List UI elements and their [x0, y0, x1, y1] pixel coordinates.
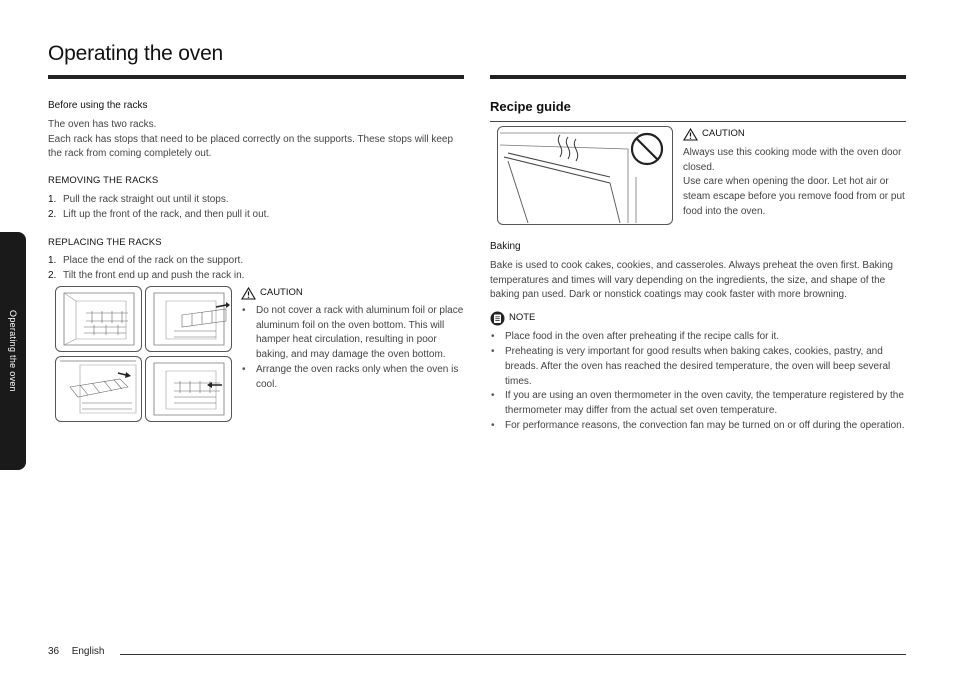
- step-text: Place the end of the rack on the support.: [63, 255, 244, 267]
- rack-illustration-4: [145, 356, 232, 422]
- caution-label-row: [683, 127, 906, 142]
- header-rule-right: [490, 75, 906, 79]
- list-item: • Preheating is very important for good results when baking cakes, cookies, pastry, and breads. After the oven has reached the desired temperature, the oven will beep several times.: [490, 345, 906, 389]
- replacing-steps: [48, 254, 464, 284]
- recipe-guide-title: Recipe guide: [490, 99, 571, 114]
- recipe-guide-rule: [490, 121, 906, 122]
- step-number: 2.: [48, 208, 57, 220]
- step-number: 2.: [48, 270, 57, 282]
- left-column: [48, 99, 464, 284]
- footer-rule: [120, 654, 906, 655]
- caution-label: CAUTION: [260, 287, 303, 298]
- caution-label-row: [241, 286, 464, 301]
- step-text: Lift up the front of the rack, and then pull it out.: [63, 208, 270, 220]
- side-tab-label: Operating the oven: [8, 310, 18, 392]
- baking-section: [490, 240, 906, 434]
- intro-text-1: The oven has two racks.: [48, 118, 157, 130]
- list-item: • Arrange the oven racks only when the oven is cool.: [241, 363, 464, 393]
- no-symbol-icon: [632, 134, 662, 164]
- oven-door-illustration: [497, 126, 673, 225]
- left-caution-block: [241, 286, 464, 393]
- rack-illustration-2: [145, 286, 232, 352]
- step-number: 1.: [48, 193, 57, 205]
- list-item: • For performance reasons, the convection fan may be turned on or off during the operation.: [490, 419, 906, 434]
- rack-illustration-1: [55, 286, 142, 352]
- caution-list: [241, 304, 464, 393]
- intro-text-2: Each rack has stops that need to be placed correctly on the supports. These stops will keep the rack from coming completely out.: [48, 133, 454, 160]
- baking-text: Bake is used to cook cakes, cookies, and casseroles. Always preheat the oven first. Baking temperatures and times will vary depending on the ingredients, the size, and shape of the baking pan used. Dark or nonstick coatings may cook faster with more browning.: [490, 259, 893, 301]
- page-number: 36: [48, 646, 60, 657]
- list-item: [48, 254, 464, 269]
- rack-illustration-3: [55, 356, 142, 422]
- step-text: Tilt the front end up and push the rack in.: [63, 270, 245, 282]
- page-title: Operating the oven: [48, 42, 224, 65]
- footer: [48, 646, 105, 657]
- list-item: [48, 193, 464, 208]
- list-item: • Do not cover a rack with aluminum foil or place aluminum foil on the oven bottom. This will hamper heat circulation, resulting in poor baking, and may damage the oven bottom.: [241, 304, 464, 363]
- replacing-heading: REPLACING THE RACKS: [48, 236, 162, 248]
- warning-triangle-icon: [683, 128, 698, 141]
- note-label: NOTE: [509, 312, 536, 324]
- before-using-heading: Before using the racks: [48, 100, 148, 111]
- caution-label: CAUTION: [702, 128, 745, 139]
- list-item: • If you are using an oven thermometer in the oven cavity, the temperature registered by the thermometer may differ from the actual set oven temperature.: [490, 389, 906, 419]
- baking-heading: Baking: [490, 241, 521, 252]
- right-caution-block: [683, 127, 906, 220]
- removing-steps: [48, 193, 464, 223]
- list-item: [48, 208, 464, 223]
- step-number: 1.: [48, 255, 57, 267]
- warning-triangle-icon: [241, 287, 256, 300]
- removing-heading: REMOVING THE RACKS: [48, 175, 159, 187]
- header-rule-left: [48, 75, 464, 79]
- caution-text-1: Always use this cooking mode with the oven door closed.: [683, 146, 902, 173]
- footer-language: English: [71, 646, 105, 657]
- step-text: Pull the rack straight out until it stops.: [63, 193, 229, 205]
- note-icon: [490, 311, 505, 326]
- caution-text-2: Use care when opening the door. Let hot air or steam escape before you remove food from or put food into the oven.: [683, 176, 905, 217]
- list-item: [48, 269, 464, 284]
- list-item: • Place food in the oven after preheating if the recipe calls for it.: [490, 330, 906, 345]
- note-label-row: [490, 311, 906, 326]
- note-list: [490, 330, 906, 434]
